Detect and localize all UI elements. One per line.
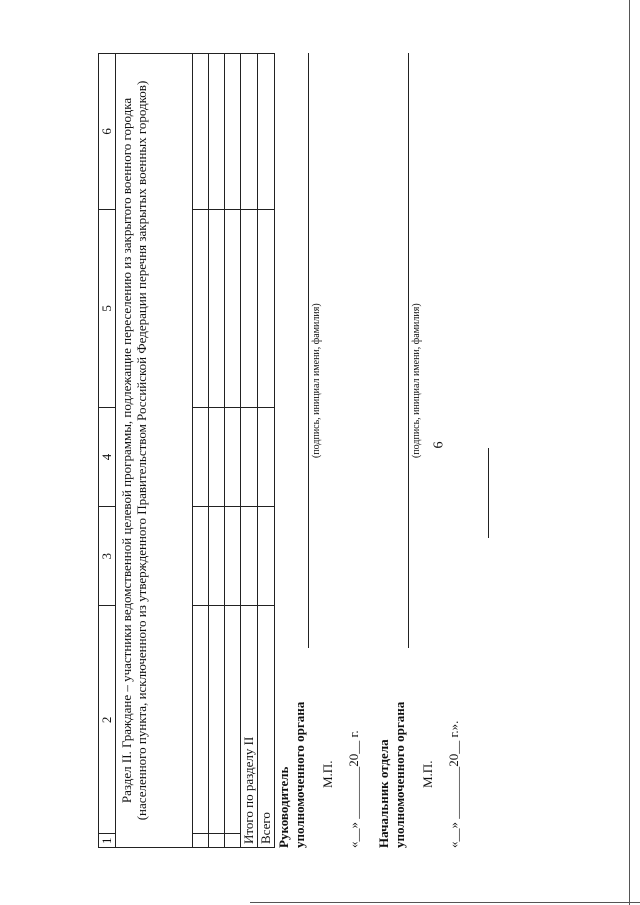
head-date: «__» ________20__ г.	[346, 730, 361, 848]
head-signature-caption: (подпись, инициал имени, фамилия)	[311, 303, 322, 458]
dept-head-stamp: М.П.	[420, 760, 435, 788]
dept-head-signature-caption: (подпись, инициал имени, фамилия)	[411, 303, 422, 458]
rotated-document	[98, 53, 518, 848]
column-number: 5	[99, 209, 116, 407]
subtotal-row	[241, 54, 258, 848]
page-edge-right	[629, 0, 630, 905]
column-number: 3	[99, 507, 116, 606]
separator-line	[488, 448, 489, 538]
total-row	[258, 54, 275, 848]
column-number: 2	[99, 606, 116, 834]
dept-head-title: Начальник отдела уполномоченного органа	[376, 701, 407, 848]
section-title: Раздел II. Граждане – участники ведомственной целевой программы, подлежащие переселению из закрытого военного городка (населенного пункта, исключенного из утвержденного Правительством Российской Федерации перечня закрытых военных городков)	[116, 54, 193, 848]
column-number: 1	[99, 834, 116, 848]
table-row	[193, 54, 209, 848]
head-stamp: М.П.	[320, 760, 335, 788]
column-number-row	[99, 54, 116, 848]
page-edge-bottom	[250, 902, 640, 903]
head-title: Руководитель уполномоченного органа	[276, 701, 307, 848]
dept-head-date: «__» ________20__ г.».	[446, 720, 461, 848]
table-row	[225, 54, 241, 848]
column-number: 4	[99, 407, 116, 506]
table-row	[209, 54, 225, 848]
total-label: Всего	[258, 606, 275, 848]
dept-head-signature-line	[408, 53, 409, 648]
column-number: 6	[99, 54, 116, 210]
data-table	[98, 53, 275, 848]
section-title-row	[116, 54, 193, 848]
subtotal-label: Итого по разделу II	[241, 606, 258, 848]
head-signature-line	[308, 53, 309, 648]
page-number: 6	[431, 441, 447, 449]
